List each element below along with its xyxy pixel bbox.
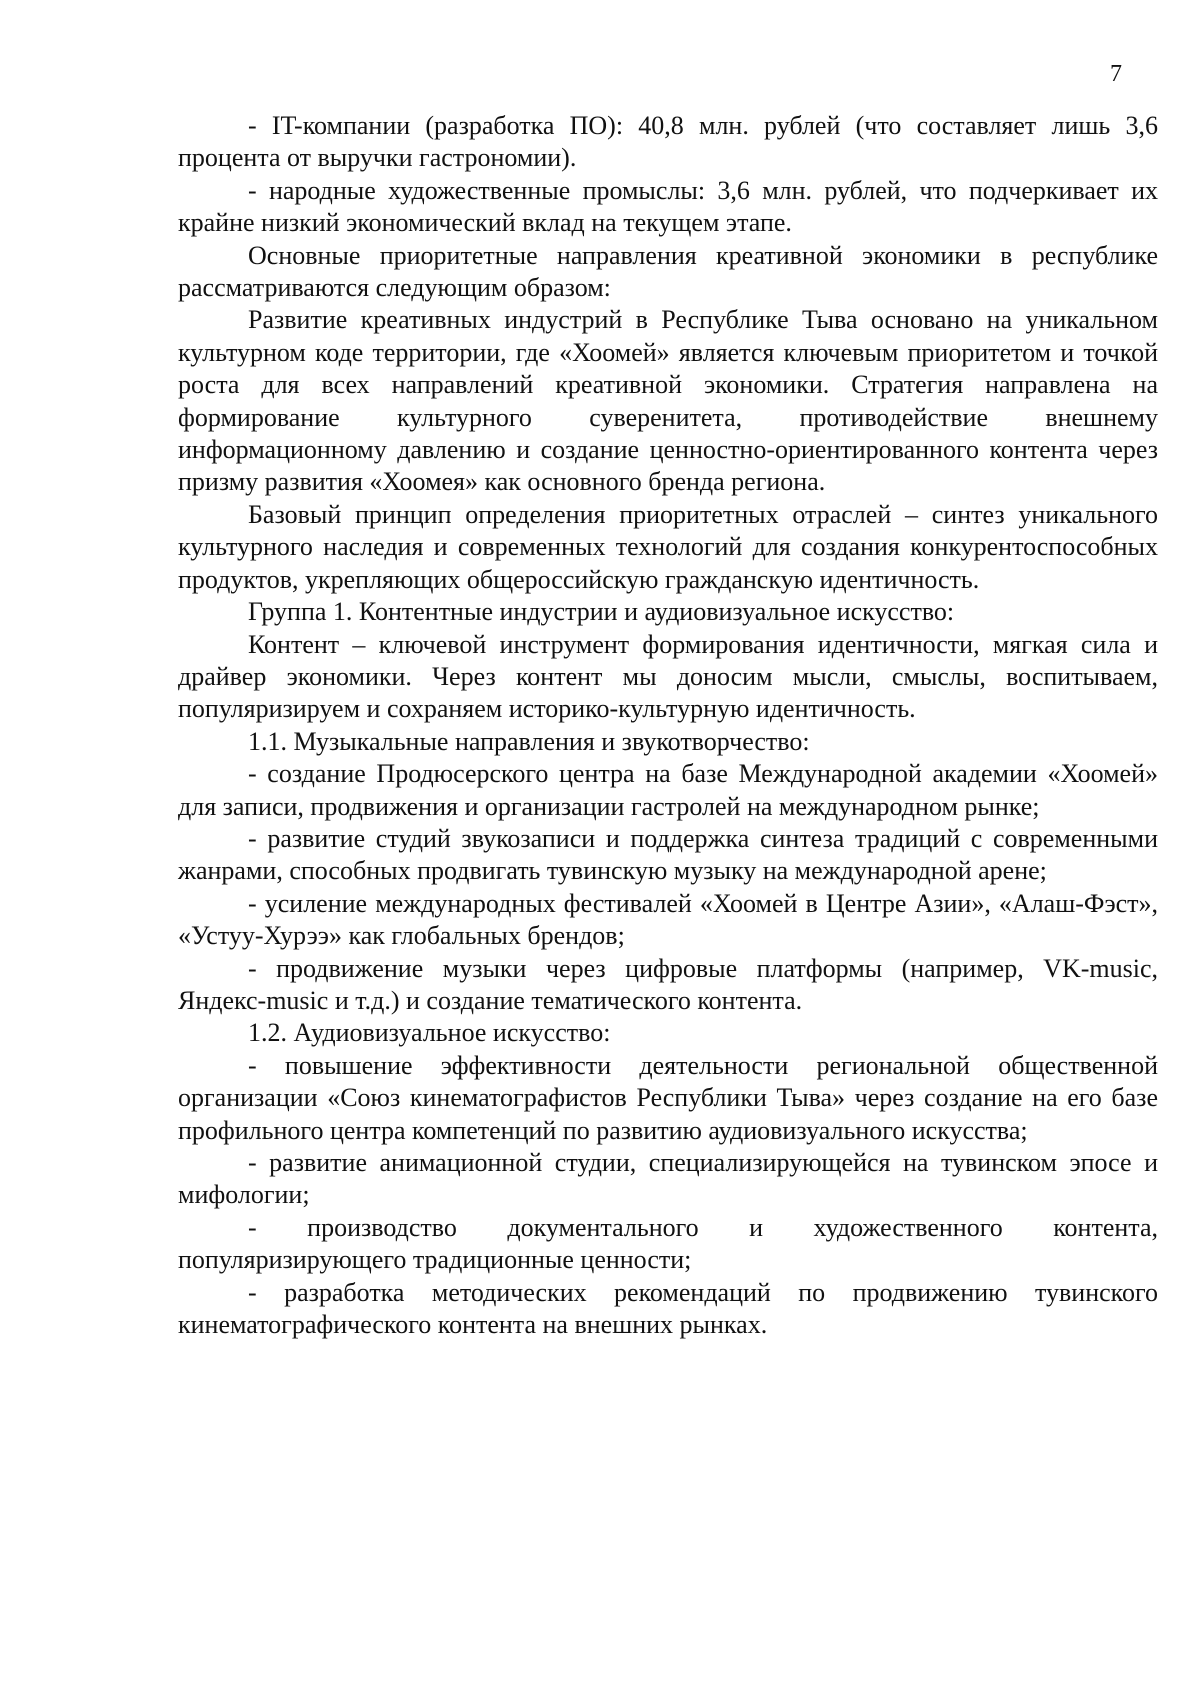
list-item-animation-studio: - развитие анимационной студии, специализирующейся на тувинском эпосе и мифологии; [178, 1148, 1158, 1210]
paragraph-creative-industries-development: Развитие креативных индустрий в Республике Тыва основано на уникальном культурном коде территории, где «Хоомей» является ключевым приоритетом и точкой роста для всех направлений креативной экономики. Стратегия направлена на формирование культурного суверенитета, противодействие внешнему информационному давлению и создание ценностно-ориентированного контента через призму развития «Хоомея» как основного бренда региона. [178, 305, 1158, 497]
list-item-digital-platforms: - продвижение музыки через цифровые платформы (например, VK-music, Яндекс-music и т.д.) и создание тематического контента. [178, 953, 1158, 1015]
paragraph-content: Контент – ключевой инструмент формирования идентичности, мягкая сила и драйвер экономики. Через контент мы доносим мысли, смыслы, воспитываем, популяризируем и сохраняем историко-культурную идентичность. [178, 629, 1158, 724]
page-number: 7 [1110, 61, 1122, 87]
heading-group-1: Группа 1. Контентные индустрии и аудиовизуальное искусство: [248, 597, 955, 627]
paragraph-priority-directions: Основные приоритетные направления креативной экономики в республике рассматриваются следующим образом: [178, 240, 1158, 303]
list-item-content-production: - производство документального и художественного контента, популяризирующего традиционные ценности; [178, 1212, 1158, 1275]
paragraph-basic-principle: Базовый принцип определения приоритетных отраслей – синтез уникального культурного наследия и современных технологий для создания конкурентоспособных продуктов, укрепляющих общероссийскую гражданскую идентичность. [178, 499, 1158, 594]
paragraph-folk-crafts: - народные художественные промыслы: 3,6 млн. рублей, что подчеркивает их крайне низкий экономический вклад на текущем этапе. [178, 175, 1158, 238]
list-item-filmmakers-union: - повышение эффективности деятельности региональной общественной организации «Союз кинематографистов Республики Тыва» через создание на его базе профильного центра компетенций по развитию аудиовизуального искусства; [178, 1050, 1158, 1145]
paragraph-it-companies: - IT-компании (разработка ПО): 40,8 млн. рублей (что составляет лишь 3,6 процента от выручки гастрономии). [178, 111, 1158, 173]
heading-1-1: 1.1. Музыкальные направления и звукотворчество: [248, 726, 810, 756]
document-body [178, 110, 1158, 1341]
heading-1-2: 1.2. Аудиовизуальное искусство: [248, 1018, 611, 1048]
list-item-methodical-recommendations: - разработка методических рекомендаций по продвижению тувинского кинематографического контента на внешних рынках. [178, 1277, 1158, 1340]
list-item-producer-center: - создание Продюсерского центра на базе Международной академии «Хоомей» для записи, продвижения и организации гастролей на международном рынке; [178, 759, 1158, 821]
list-item-recording-studios: - развитие студий звукозаписи и поддержка синтеза традиций с современными жанрами, способных продвигать тувинскую музыку на международной арене; [178, 823, 1158, 886]
list-item-festivals: - усиление международных фестивалей «Хоомей в Центре Азии», «Алаш-Фэст», «Устуу-Хурээ» как глобальных брендов; [178, 888, 1158, 951]
